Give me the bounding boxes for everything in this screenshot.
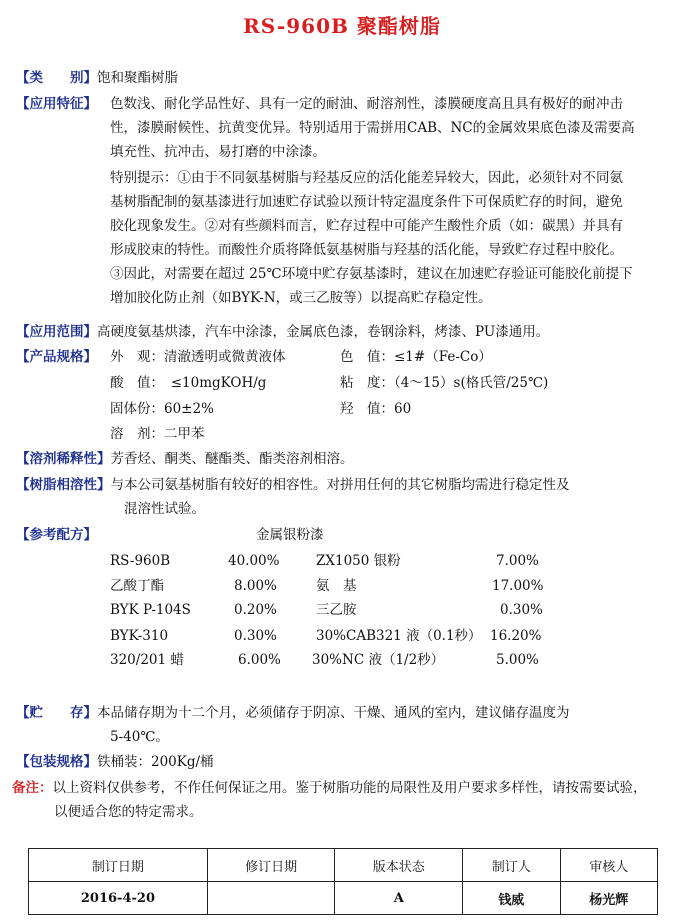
formula-item: 320/201 蜡 [110,652,184,668]
page-title: RS-960B 聚酯树脂 [243,14,441,38]
storage-line: 5-40℃。 [110,729,169,745]
spec-acid: 酸 值： ≤10mgKOH/g [110,375,267,391]
features-line: 胶化现象发生。②对有些颜料而言，贮存过程中可能产生酸性介质（如：碳黑）并具有 [110,218,623,234]
value-cell [207,882,335,915]
scope-row [16,320,549,344]
record-value-row [29,882,658,915]
spec-viscosity: 粘 度：（4～15）s(格氏管/25℃) [340,375,549,391]
features-line: 特别提示：①由于不同氨基树脂与羟基反应的活化能差异较大，因此，必须针对不同氨 [110,170,623,186]
spec-solid: 固体份：60±2% [110,401,214,417]
spec-solvent: 溶 剂：二甲苯 [110,426,205,442]
header-cell: 修订日期 [207,849,335,882]
formula-amount: 17.00% [492,578,544,594]
spec-appearance: 外 观：清澈透明或微黄液体 [110,349,286,365]
scope-value: 高硬度氨基烘漆，汽车中涂漆，金属底色漆，卷钢涂料，烤漆、PU漆通用。 [97,324,550,340]
features-line: 填充性、抗冲击、易打磨的中涂漆。 [110,144,326,160]
spec-color: 色 值：≤1#（Fe-Co） [340,349,492,365]
header-cell: 制订日期 [29,849,208,882]
formula-item: BYK P-104S [110,602,191,618]
features-label: 【应用特征】 [16,96,97,112]
formula-item: 30%NC 液（1/2秒） [312,652,445,668]
formula-label: 【参考配方】 [16,527,97,543]
storage-line: 本品储存期为十二个月，必须储存于阴凉、干燥、通风的室内，建议储存温度为 [97,705,570,721]
record-header-row [29,849,658,882]
formula-amount: 6.00% [238,652,281,668]
dilution-value: 芳香烃、酮类、醚酯类、酯类溶剂相溶。 [110,451,354,467]
formula-amount: 0.20% [234,602,277,618]
formula-item: 30%CAB321 液（0.1秒） [316,628,482,644]
formula-item: 三乙胺 [316,602,357,618]
features-text [110,92,670,310]
category-label: 【类 别】 [16,70,97,86]
compat-line: 混溶性试验。 [124,501,205,517]
category-value: 饱和聚酯树脂 [97,70,178,86]
value-cell: A [335,882,463,915]
compat-row [16,473,570,497]
formula-amount: 40.00% [228,553,280,569]
formula-item: 乙酸丁酯 [110,578,164,594]
formula-item: 氨 基 [316,578,357,594]
formula-item: ZX1050 银粉 [316,553,401,569]
formula-amount: 0.30% [234,628,277,644]
formula-amount: 5.00% [496,652,539,668]
compat-line: 与本公司氨基树脂有较好的相容性。对拼用任何的其它树脂均需进行稳定性及 [110,477,570,493]
spec-hydroxyl: 羟 值：60 [340,401,412,417]
header-cell: 制订人 [463,849,560,882]
formula-name: 金属银粉漆 [256,527,324,543]
formula-amount: 7.00% [496,553,539,569]
note-label: 备注： [12,780,53,796]
features-row [16,92,97,116]
compat-label: 【树脂相溶性】 [16,477,111,493]
features-line: 性，漆膜耐候性、抗黄变优异。特别适用于需拼用CAB、NC的金属效果底色漆及需要高 [110,120,635,136]
features-line: 形成胶束的特性。而酸性介质将降低氨基树脂与羟基的活化能，导致贮存过程中胶化。 [110,242,623,258]
features-line: ③因此，对需要在超过 25℃环境中贮存氨基漆时，建议在加速贮存验证可能胶化前提下 [110,266,633,282]
value-cell: 2016-4-20 [29,882,208,915]
features-line: 基树脂配制的氨基漆进行加速贮存试验以预计特定温度条件下可保质贮存的时间，避免 [110,194,623,210]
dilution-row [16,447,354,471]
formula-amount: 0.30% [500,602,543,618]
storage-label: 【贮 存】 [16,705,97,721]
formula-item: RS-960B [110,553,171,569]
features-line: 色数浅、耐化学品性好、具有一定的耐油、耐溶剂性，漆膜硬度高且具有极好的耐冲击 [110,96,623,112]
formula-amount: 16.20% [490,628,542,644]
spec-row [16,345,97,369]
formula-amount: 8.00% [234,578,277,594]
scope-label: 【应用范围】 [16,324,97,340]
formula-item: BYK-310 [110,628,169,644]
dilution-label: 【溶剂稀释性】 [16,451,111,467]
header-cell: 版本状态 [335,849,463,882]
spec-label: 【产品规格】 [16,349,97,365]
record-table [28,848,658,915]
formula-row [16,523,97,547]
note-line: 以上资料仅供参考，不作任何保证之用。鉴于树脂功能的局限性及用户要求多样性，请按需要试验， [52,780,647,796]
package-label: 【包装规格】 [16,754,97,770]
note-line: 以便适合您的特定需求。 [54,804,203,820]
storage-row [16,701,570,725]
note-row [12,776,647,800]
package-row [16,750,214,774]
package-value: 铁桶装：200Kg/桶 [97,754,214,770]
features-line: 增加胶化防止剂（如BYK-N，或三乙胺等）以提高贮存稳定性。 [110,290,492,306]
value-cell: 杨光辉 [560,882,657,915]
value-cell: 钱威 [463,882,560,915]
category-row [16,66,178,90]
header-cell: 审核人 [560,849,657,882]
